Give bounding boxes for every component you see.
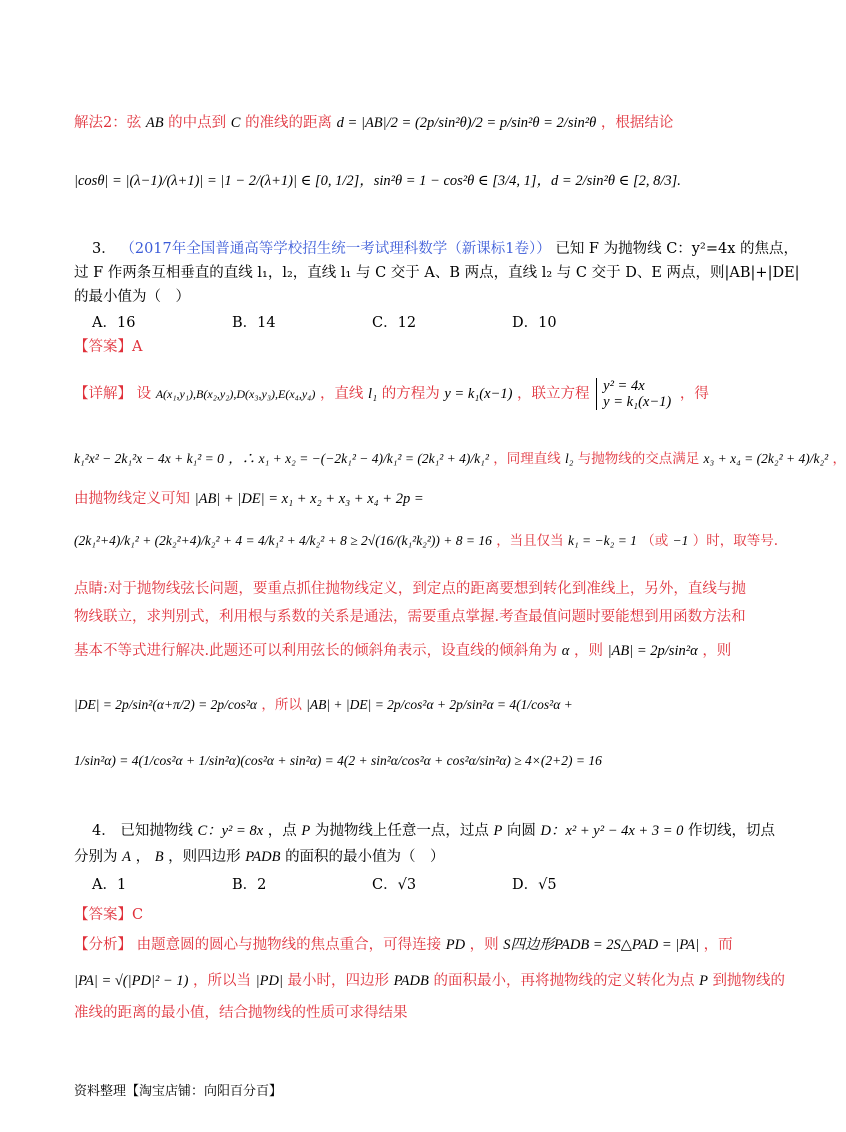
- pd-symbol: PD: [445, 937, 466, 953]
- q4-text-point: ，点: [267, 823, 297, 839]
- ab-symbol: AB: [145, 115, 164, 131]
- q4-analysis-line1: [74, 934, 733, 956]
- l1-symbol: l₁: [368, 386, 378, 402]
- p-symbol-3: P: [699, 973, 708, 989]
- q4-line2: [74, 846, 445, 868]
- l2-symbol: l₂: [565, 451, 574, 466]
- minus-one: −1: [672, 533, 689, 548]
- b-symbol: B: [154, 849, 164, 865]
- q3-option-b: B．14: [232, 315, 276, 331]
- system-eq1: y² = 4x: [603, 378, 645, 394]
- analysis-text-to: 到抛物线的: [712, 973, 786, 989]
- comment-line5: [74, 750, 602, 772]
- detail-text-system: ，联立方程: [517, 386, 590, 402]
- comment-text-then2: ，则: [702, 643, 732, 659]
- detail-label: 【详解】: [74, 386, 132, 402]
- de-length-formula: |DE| = 2p/sin²(α+π/2) = 2p/cos²α: [74, 697, 258, 712]
- q3-stem2: 过 F 作两条互相垂直的直线 l₁，l₂，直线 l₁ 与 C 交于 A、B 两点，直线 l₂ 与 C 交于 D、E 两点，则|AB|+|DE|: [74, 265, 800, 281]
- circle-equation: D：x² + y² − 4x + 3 = 0: [540, 823, 684, 839]
- pa-length-formula: |PA| = √(|PD|² − 1): [74, 973, 189, 989]
- analysis-label: 【分析】: [74, 937, 132, 953]
- analysis-text-then: ，则: [469, 937, 499, 953]
- q3-answer: 【答案】A: [74, 339, 143, 355]
- sum-roots-formula-2: x₃ + x₄ = (2k₂² + 4)/k₂²: [703, 451, 829, 466]
- q3-option-d: D．10: [512, 315, 557, 331]
- detail-text-equation: 的方程为: [381, 386, 440, 402]
- comment-text-then: ，则: [573, 643, 603, 659]
- q4-text-respectively: 分别为: [74, 849, 118, 865]
- q4-text-tangent: 作切线，切点: [688, 823, 775, 839]
- solution2-line1: [74, 112, 673, 134]
- ab-length-formula: |AB| = 2p/sin²α: [607, 643, 698, 659]
- q3-detail-line2: [74, 448, 846, 470]
- q4-text-circle: 向圆: [506, 823, 536, 839]
- cos-range-formula: |cosθ| = |(λ−1)/(λ+1)| = |1 − 2/(λ+1)| ∈ [0, 1/2]，sin²θ = 1 − cos²θ ∈ [3/4, 1]，d = 2/sin²θ ∈ [2, 8/3].: [74, 173, 681, 189]
- q3-detail-line1: [74, 378, 709, 410]
- analysis-text-convert: 的面积最小，再将抛物线的定义转化为点: [433, 973, 695, 989]
- q4-line1: [92, 820, 775, 842]
- detail-comma: ，: [832, 451, 846, 467]
- padb-symbol-2: PADB: [393, 973, 429, 989]
- comment-line3: [74, 640, 731, 662]
- q4-options: [92, 874, 652, 896]
- analysis-text-min: 最小时，四边形: [287, 973, 390, 989]
- p-symbol: P: [301, 823, 311, 839]
- analysis-text1: 由题意圆的圆心与抛物线的焦点重合，可得连接: [136, 937, 442, 953]
- q4-option-a: A．1: [92, 877, 127, 893]
- equation-system: [596, 378, 673, 410]
- quadratic-equation: k₁²x² − 2k₁²x − 4x + k₁² = 0: [74, 451, 224, 466]
- parabola-equation: C：y² = 8x: [197, 823, 264, 839]
- detail-text-line: ，直线: [319, 386, 364, 402]
- system-eq2: y = k₁(x−1): [603, 394, 672, 410]
- q4-text-given: 已知抛物线: [120, 823, 193, 839]
- line-equation: y = k₁(x−1): [444, 386, 513, 402]
- analysis-text-so: ，所以当: [193, 973, 252, 989]
- alpha-symbol: α: [561, 643, 570, 659]
- padb-symbol: PADB: [245, 849, 281, 865]
- q3-detail-line4: [74, 530, 778, 552]
- equality-condition: k₁ = −k₂ = 1: [567, 533, 637, 548]
- solution2-label: 解法2：弦: [74, 115, 142, 131]
- q4-comma: ，: [135, 849, 151, 865]
- q3-number: 3．: [92, 241, 116, 257]
- q4-answer: 【答案】C: [74, 907, 144, 923]
- detail-text-or: （或: [641, 533, 669, 549]
- q3-line3: [74, 286, 190, 308]
- q4-option-b: B．2: [232, 877, 267, 893]
- distance-formula: d = |AB|/2 = (2p/sin²θ)/2 = p/sin²θ = 2/sin²θ: [336, 115, 597, 131]
- detail-text-get: ，得: [679, 386, 709, 402]
- q4-text-quadrilateral: ，则四边形: [168, 849, 241, 865]
- footer-source: 资料整理【淘宝店铺：向阳百分百】: [74, 1084, 283, 1099]
- solution2-text1: 的中点到: [168, 115, 227, 131]
- c-symbol: C: [230, 115, 241, 131]
- detail-text-intersection: 与抛物线的交点满足: [577, 451, 700, 467]
- comment-line2: 物线联立，求判别式，利用根与系数的关系是通法，需要重点掌握.考查最值问题时要能想到用函数方法和: [74, 609, 746, 625]
- comment-line4: [74, 694, 573, 716]
- q4-analysis-line3: 准线的距离的最小值，结合抛物线的性质可求得结果: [74, 1005, 408, 1021]
- q4-text-min-area: 的面积的最小值为（ ）: [285, 849, 445, 865]
- detail-text-definition: 由抛物线定义可知: [74, 491, 190, 507]
- q4-analysis-line2: [74, 970, 785, 992]
- final-inequality: 1/sin²α) = 4(1/cos²α + 1/sin²α)(cos²α + sin²α) = 4(2 + sin²α/cos²α + cos²α/sin²α) ≥ 4×(2+2) = 16: [74, 753, 602, 768]
- q4-text-any-point: 为抛物线上任意一点，过点: [314, 823, 489, 839]
- detail-text-equal-sign: ）时，取等号.: [692, 533, 778, 549]
- solution2-line2: [74, 170, 681, 192]
- solution2-text2: 的准线的距离: [245, 115, 333, 131]
- q4-option-c: C．√3: [372, 877, 417, 893]
- q3-source: （2017年全国普通高等学校招生统一考试理科数学（新课标1卷））: [120, 241, 551, 257]
- q3-option-c: C．12: [372, 315, 417, 331]
- comment-line1: 点睛:对于抛物线弦长问题，要重点抓住抛物线定义，到定点的距离要想到转化到准线上，另外，直线与抛: [74, 581, 746, 597]
- q3-option-a: A．16: [92, 315, 136, 331]
- q4-number: 4．: [92, 823, 116, 839]
- p-symbol-2: P: [493, 823, 503, 839]
- detail-text-similarly: ，同理直线: [493, 451, 561, 467]
- detail-text-set: 设: [136, 386, 152, 402]
- a-symbol: A: [122, 849, 131, 865]
- points-coordinates: A(x₁,y₁),B(x₂,y₂),D(x₃,y₃),E(x₄,y₄): [155, 387, 316, 401]
- comment-text-so: ，所以: [261, 697, 302, 713]
- solution2-text3: ，根据结论: [600, 115, 674, 131]
- analysis-text-and: ，而: [703, 937, 733, 953]
- comment-text-angle: 基本不等式进行解决.此题还可以利用弦长的倾斜角表示，设直线的倾斜角为: [74, 643, 558, 659]
- q3-stem3: 的最小值为（ ）: [74, 289, 190, 305]
- chord-sum-formula: |AB| + |DE| = x₁ + x₂ + x₃ + x₄ + 2p =: [194, 491, 424, 507]
- area-formula: S四边形PADB = 2S△PAD = |PA|: [503, 937, 700, 953]
- sum-roots-formula: ，∴ x₁ + x₂ = −(−2k₁² − 4)/k₁² = (2k₁² + 4)/k₁²: [228, 451, 489, 466]
- q3-options: [92, 312, 652, 334]
- q3-line2: [74, 262, 800, 284]
- q3-detail-line3: [74, 488, 424, 510]
- sum-length-formula: |AB| + |DE| = 2p/cos²α + 2p/sin²α = 4(1/cos²α +: [306, 697, 573, 712]
- inequality-formula: (2k₁²+4)/k₁² + (2k₂²+4)/k₂² + 4 = 4/k₁² + 4/k₂² + 8 ≥ 2√(16/(k₁²k₂²)) + 8 = 16: [74, 533, 492, 548]
- detail-text-iff: ，当且仅当: [496, 533, 564, 549]
- q4-option-d: D．√5: [512, 877, 557, 893]
- q3-line1: [92, 238, 798, 260]
- pd-abs: |PD|: [255, 973, 283, 989]
- q3-stem1: 已知 F 为抛物线 C：y²=4x 的焦点，: [555, 241, 798, 257]
